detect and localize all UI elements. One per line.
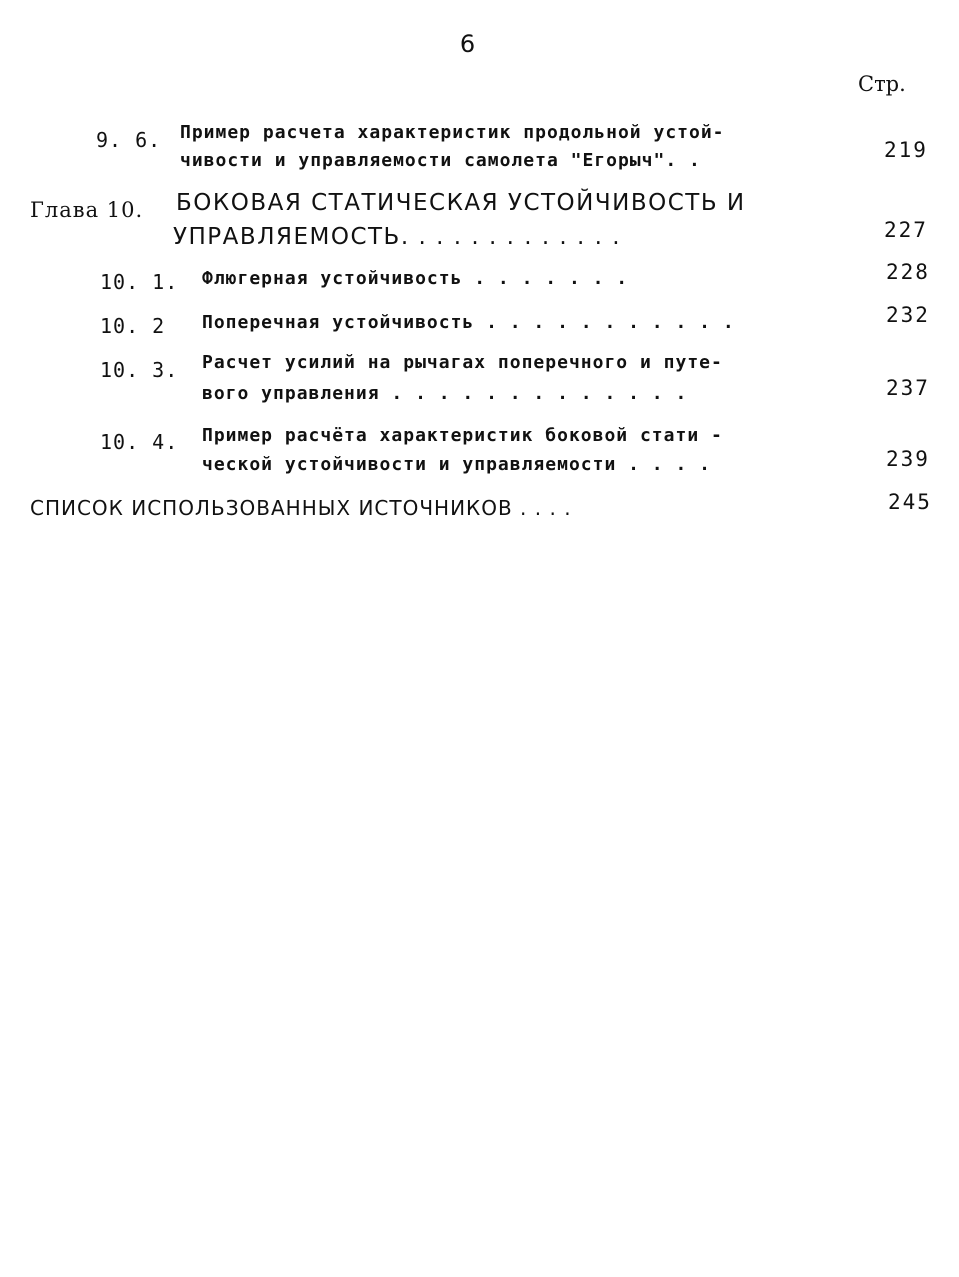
toc-entry-title-line-1: Флюгерная устойчивость . . . . . . . <box>202 268 629 289</box>
toc-entry-page: 228 <box>886 260 930 284</box>
toc-entry-title-line-2: вого управления . . . . . . . . . . . . . <box>202 383 688 404</box>
toc-entry-page: 237 <box>886 376 930 400</box>
toc-entry-title-line-2: ческой устойчивости и управляемости . . . . <box>202 454 711 475</box>
toc-entry-page: 232 <box>886 303 930 327</box>
toc-entry-number: 10. 1. <box>100 270 179 294</box>
page-number: 6 <box>459 30 476 58</box>
toc-entry-number: 9. 6. <box>96 128 162 152</box>
toc-entry-title-line-1: Пример расчёта характеристик боковой стати - <box>202 425 723 446</box>
toc-chapter-label: Глава 10. <box>30 198 144 222</box>
toc-entry-page: 227 <box>884 218 928 242</box>
toc-entry-title-line-1: Пример расчета характеристик продольной устой- <box>180 122 725 143</box>
toc-entry-page: 239 <box>886 447 930 471</box>
toc-entry-title-line-2: чивости и управляемости самолета "Егорыч". . <box>180 150 701 171</box>
toc-sources-title: СПИСОК ИСПОЛЬЗОВАННЫХ ИСТОЧНИКОВ . . . . <box>30 496 572 520</box>
toc-entry-number: 10. 4. <box>100 430 179 454</box>
toc-entry-title-line-1: Расчет усилий на рычагах поперечного и путе- <box>202 352 723 373</box>
toc-entry-page: 245 <box>888 490 932 514</box>
toc-entry-number: 10. 2 <box>100 314 166 338</box>
pages-column-header: Стр. <box>858 72 906 96</box>
toc-chapter-title-line-1: БОКОВАЯ СТАТИЧЕСКАЯ УСТОЙЧИВОСТЬ И <box>176 190 746 216</box>
toc-chapter-title-line-2: УПРАВЛЯЕМОСТЬ. . . . . . . . . . . . . <box>173 224 622 250</box>
toc-entry-title-line-1: Поперечная устойчивость . . . . . . . . . . . <box>202 312 735 333</box>
toc-entry-number: 10. 3. <box>100 358 179 382</box>
toc-entry-page: 219 <box>884 138 928 162</box>
